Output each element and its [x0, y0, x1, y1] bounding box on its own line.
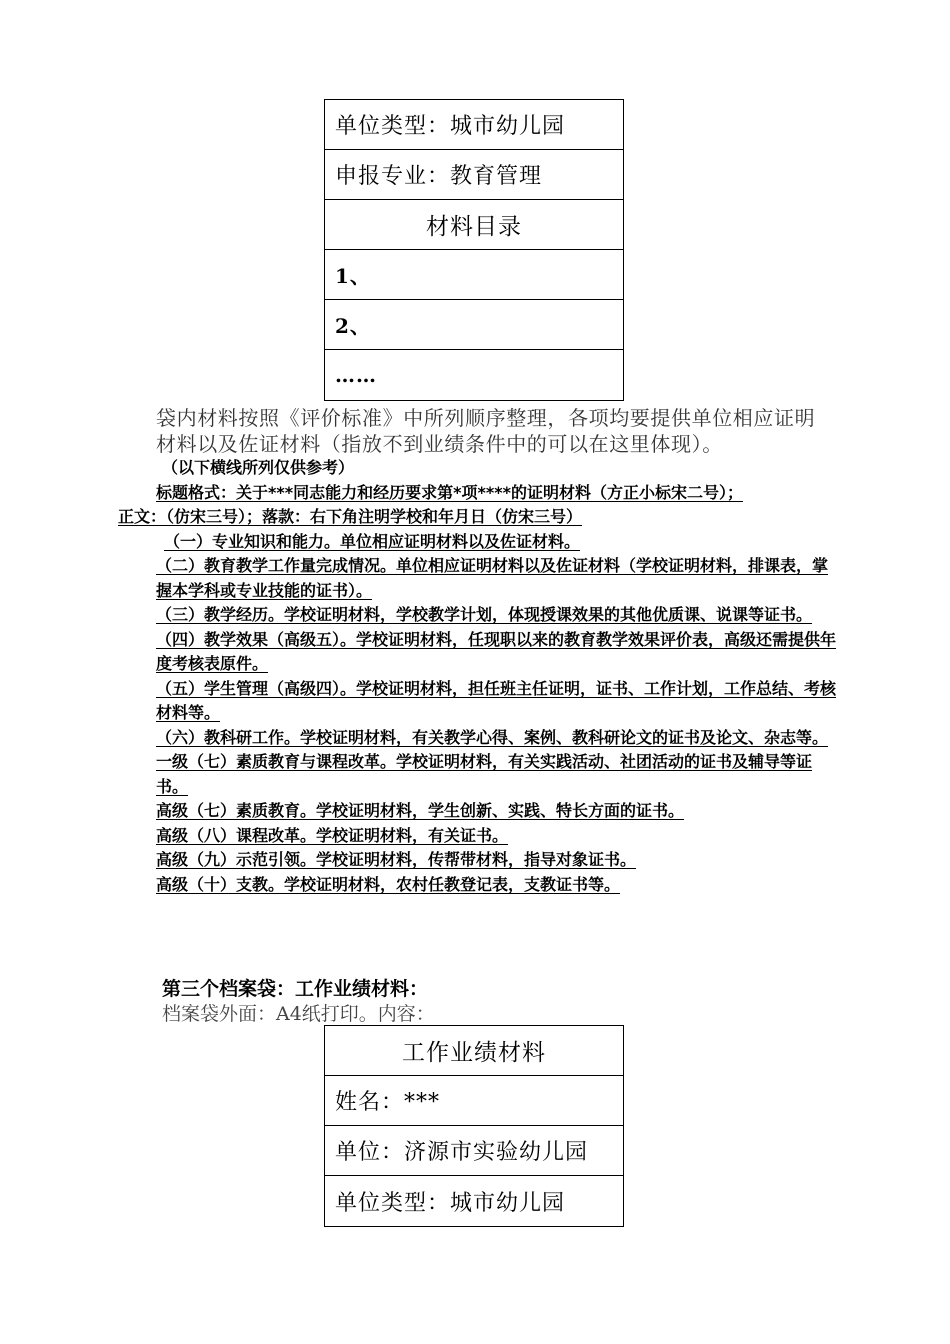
reference-item-2: （二）教育教学工作量完成情况。单位相应证明材料以及佐证材料（学校证明材料，排课表，掌握本学科或专业技能的证书）。	[156, 556, 829, 600]
reference-item-4: （四）教学效果（高级五）。学校证明材料，任现职以来的教育教学效果评价表，高级还需提供年度考核表原件。	[156, 629, 837, 673]
reference-item-7b: 高级（七）素质教育。学校证明材料，学生创新、实践、特长方面的证书。	[156, 801, 685, 820]
cover-table-2	[324, 1025, 624, 1227]
reference-item-3: （三）教学经历。学校证明材料，学校教学计划，体现授课效果的其他优质课、说课等证书。	[156, 605, 813, 624]
reference-item-9: 高级（九）示范引领。学校证明材料，传帮带材料，指导对象证书。	[156, 850, 637, 869]
unit-type-row: 单位类型：城市幼儿园	[325, 100, 623, 150]
section3-title: 第三个档案袋：工作业绩材料：	[162, 978, 429, 1000]
reference-item-1: （一）专业知识和能力。单位相应证明材料以及佐证材料。	[164, 531, 581, 551]
cover-table-1	[324, 99, 624, 401]
unit-row: 单位：济源市实验幼儿园	[325, 1126, 623, 1176]
material-catalog-heading: 材料目录	[325, 200, 623, 250]
title-format-line-2: 正文：（仿宋三号）；落款：右下角注明学校和年月日（仿宋三号）	[118, 507, 583, 526]
catalog-item-more: ……	[335, 363, 377, 387]
name-row: 姓名：***	[325, 1076, 623, 1126]
specialty-row: 申报专业：教育管理	[325, 150, 623, 200]
catalog-item-1: 1、	[325, 250, 623, 300]
instruction-paragraph	[118, 405, 834, 457]
title-format-line-1: 标题格式：关于***同志能力和经历要求第*项****的证明材料（方正小标宋二号）；	[156, 482, 743, 502]
reference-item-5: （五）学生管理（高级四）。学校证明材料，担任班主任证明，证书、工作计划，工作总结、考核材料等。	[156, 678, 837, 722]
reference-list	[118, 456, 836, 897]
reference-item-7a: 一级（七）素质教育与课程改革。学校证明材料，有关实践活动、社团活动的证书及辅导等证书。	[156, 752, 813, 796]
reference-item-8: 高级（八）课程改革。学校证明材料，有关证书。	[156, 825, 509, 845]
instruction-text: 袋内材料按照《评价标准》中所列顺序整理，各项均要提供单位相应证明材料以及佐证材料（指放不到业绩条件中的可以在这里体现）。	[156, 406, 816, 456]
catalog-item-2: 2、	[325, 300, 623, 350]
reference-item-6: （六）教科研工作。学校证明材料，有关教学心得、案例、教科研论文的证书及论文、杂志等。	[156, 727, 829, 747]
unit-type-row-2: 单位类型：城市幼儿园	[335, 1190, 566, 1216]
reference-note: （以下横线所列仅供参考）	[162, 458, 355, 477]
work-performance-heading: 工作业绩材料	[325, 1026, 623, 1076]
section3-subtitle: 档案袋外面：A4纸打印。内容：	[162, 1003, 435, 1025]
reference-item-10: 高级（十）支教。学校证明材料，农村任教登记表，支教证书等。	[156, 874, 621, 894]
